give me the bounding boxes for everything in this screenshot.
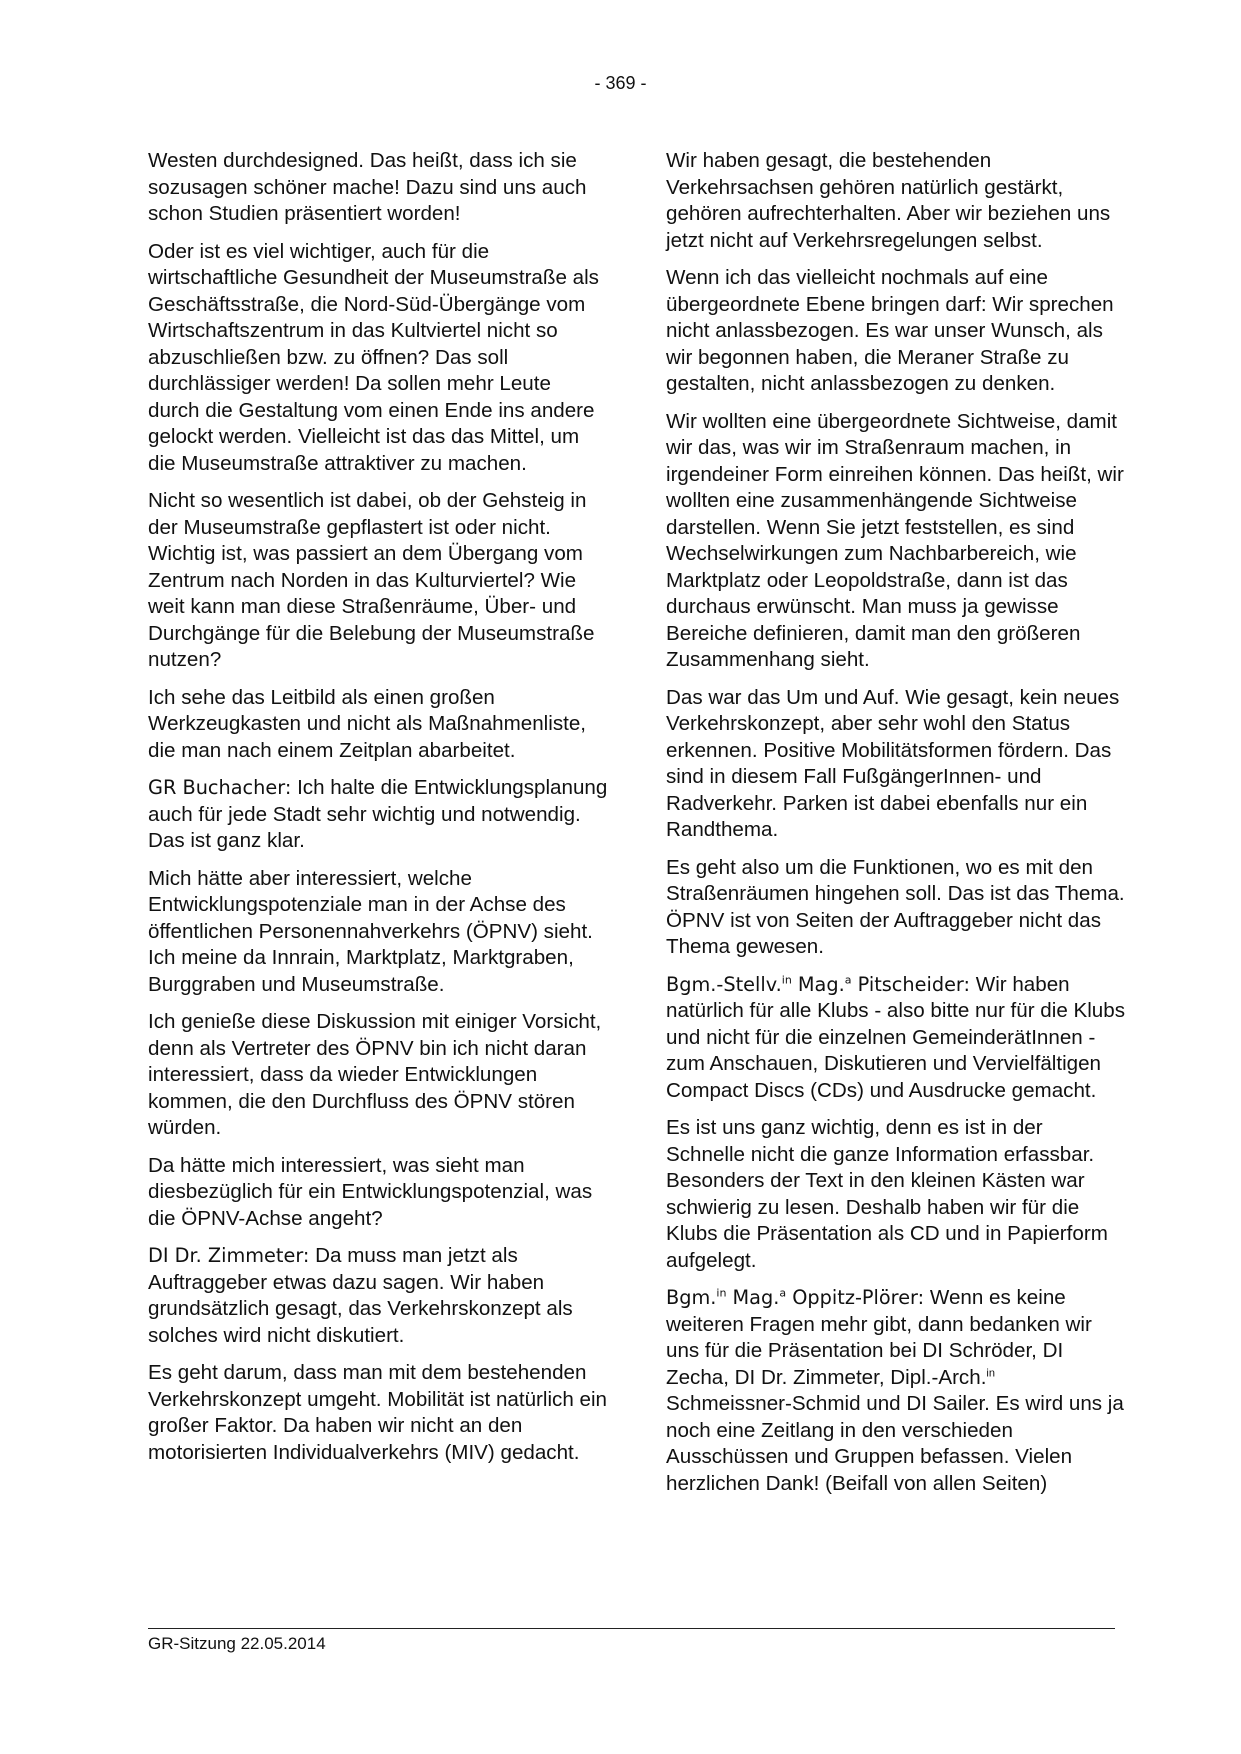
paragraph: Mich hätte aber interessiert, welche Entwicklungspotenziale man in der Achse des öffentlichen Personennahverkehrs (ÖPNV) sieht. Ich meine da Innrain, Marktplatz, Marktgraben, Burggraben und Museumstraße. (148, 866, 593, 996)
paragraph: Das war das Um und Auf. Wie gesagt, kein neues Verkehrskonzept, aber sehr wohl den Status erkennen. Positive Mobilitätsformen fördern. Das sind in diesem Fall FußgängerInnen- und Radverkehr. Parken ist dabei ebenfalls nur ein Randthema. (666, 685, 1120, 841)
paragraph: Westen durchdesigned. Das heißt, dass ich sie sozusagen schöner mache! Dazu sind uns auch schon Studien präsentiert worden! (148, 149, 587, 225)
speaker-name: DI Dr. Zimmeter: (148, 1244, 310, 1267)
right-column (666, 148, 1126, 1508)
left-column (148, 148, 608, 1477)
speaker-paragraph (148, 1243, 608, 1349)
speaker-text: Wenn es keine weiteren Fragen mehr gibt, dann bedanken wir uns für die Präsentation bei DI Schröder, DI Zecha, DI Dr. Zimmeter, Dipl.-Arch.$^{in}$ Schmeissner-Schmid und DI Sailer. Es wird uns ja noch eine Zeitlang in den verschieden Ausschüssen und Gruppen befassen. Vielen herzlichen Dank! (Beifall von allen Seiten) (666, 1286, 1124, 1495)
paragraph: Oder ist es viel wichtiger, auch für die wirtschaftliche Gesundheit der Museumstraße als Geschäftsstraße, die Nord-Süd-Übergänge vom Wirtschaftszentrum in das Kultviertel nicht so abzuschließen bzw. zu öffnen? Das soll durchlässiger werden! Da sollen mehr Leute durch die Gestaltung vom einen Ende ins andere gelockt werden. Vielleicht ist das das Mittel, um die Museumstraße attraktiver zu machen. (148, 239, 599, 475)
speaker-name: Bgm.$^{in}$ Mag.$^a$ Oppitz-Plörer: (666, 1286, 925, 1309)
speaker-text: Wir haben natürlich für alle Klubs - also bitte nur für die Klubs und nicht für die einzelnen GemeinderätInnen - zum Anschauen, Diskutieren und Vervielfältigen Compact Discs (CDs) und Ausdrucke gemacht. (666, 972, 1126, 1102)
speaker-text: Da muss man jetzt als Auftraggeber etwas dazu sagen. Wir haben grundsätzlich gesagt, das Verkehrskonzept als solches wird nicht diskutiert. (148, 1244, 573, 1347)
paragraph: Wir wollten eine übergeordnete Sichtweise, damit wir das, was wir im Straßenraum machen, in irgendeiner Form einreihen können. Das heißt, wir wollten eine zusammenhängende Sichtweise darstellen. Wenn Sie jetzt feststellen, es sind Wechselwirkungen zum Nachbarbereich, wie Marktplatz oder Leopoldstraße, dann ist das durchaus erwünscht. Man muss ja gewisse Bereiche definieren, damit man den größeren Zusammenhang sieht. (666, 409, 1124, 671)
speaker-name: GR Buchacher: (148, 776, 292, 799)
paragraph: Es geht also um die Funktionen, wo es mit den Straßenräumen hingehen soll. Das ist das Thema. ÖPNV ist von Seiten der Auftraggeber nicht das Thema gewesen. (666, 855, 1125, 958)
paragraph: Wir haben gesagt, die bestehenden Verkehrsachsen gehören natürlich gestärkt, gehören aufrechterhalten. Aber wir beziehen uns jetzt nicht auf Verkehrsregelungen selbst. (666, 149, 1111, 252)
paragraph: Es geht darum, dass man mit dem bestehenden Verkehrskonzept umgeht. Mobilität ist natürlich ein großer Faktor. Da haben wir nicht an den motorisierten Individualverkehrs (MIV) gedacht. (148, 1361, 608, 1464)
page-number: - 369 - (594, 73, 647, 93)
speaker-text: Ich halte die Entwicklungsplanung auch für jede Stadt sehr wichtig und notwendig. Das ist ganz klar. (148, 776, 608, 852)
footer-divider (148, 1628, 1115, 1629)
speaker-name: Bgm.-Stellv.$^{in}$ Mag.$^a$ Pitscheider: (666, 972, 971, 996)
footer-text: GR-Sitzung 22.05.2014 (148, 1634, 326, 1653)
paragraph: Nicht so wesentlich ist dabei, ob der Gehsteig in der Museumstraße gepflastert ist oder nicht. Wichtig ist, was passiert an dem Übergang vom Zentrum nach Norden in das Kulturviertel? Wie weit kann man diese Straßenräume, Über- und Durchgänge für die Belebung der Museumstraße nutzen? (148, 489, 595, 671)
paragraph: Es ist uns ganz wichtig, denn es ist in der Schnelle nicht die ganze Information erfassbar. Besonders der Text in den kleinen Kästen war schwierig zu lesen. Deshalb haben wir für die Klubs die Präsentation als CD und in Papierform aufgelegt. (666, 1116, 1108, 1272)
paragraph: Ich sehe das Leitbild als einen großen Werkzeugkasten und nicht als Maßnahmenliste, die man nach einem Zeitplan abarbeitet. (148, 685, 587, 762)
paragraph: Ich genieße diese Diskussion mit einiger Vorsicht, denn als Vertreter des ÖPNV bin ich nicht daran interessiert, dass da wieder Entwicklungen kommen, die den Durchfluss des ÖPNV stören würden. (148, 1010, 602, 1139)
paragraph: Da hätte mich interessiert, was sieht man diesbezüglich für ein Entwicklungspotenzial, was die ÖPNV-Achse angeht? (148, 1153, 593, 1230)
speaker-paragraph (666, 1285, 1126, 1497)
speaker-paragraph (148, 775, 608, 855)
paragraph: Wenn ich das vielleicht nochmals auf eine übergeordnete Ebene bringen darf: Wir sprechen nicht anlassbezogen. Es war unser Wunsch, als wir begonnen haben, die Meraner Straße zu gestalten, nicht anlassbezogen zu denken. (666, 266, 1114, 395)
speaker-paragraph (666, 972, 1126, 1105)
